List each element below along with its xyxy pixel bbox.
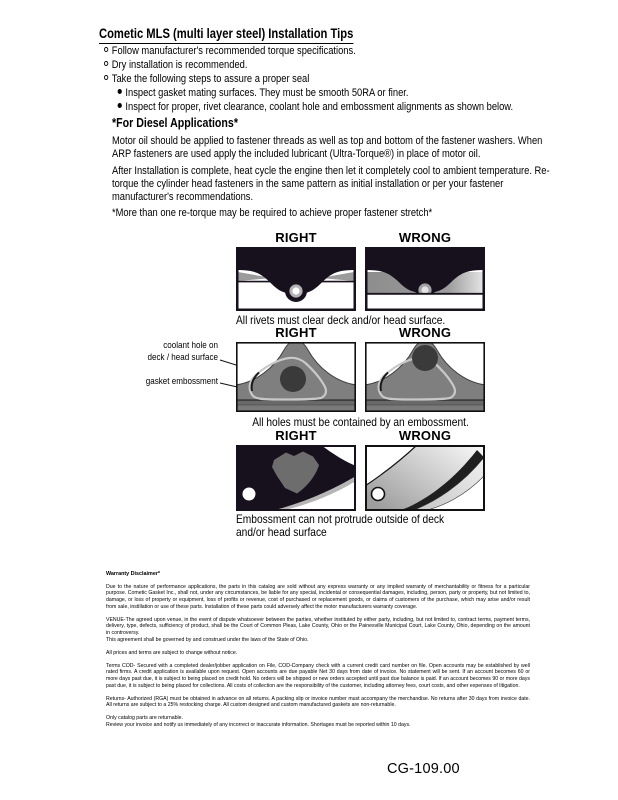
- diesel-paragraph-2: After Installation is complete, heat cycle the engine then let it completely cool to ambient temperature. Re-torque the cylinder head fasteners in the same pattern as initial installation or per your fastener manufacturer's recommendations.: [112, 164, 550, 203]
- diesel-heading: *For Diesel Applications*: [112, 116, 238, 130]
- coolant-wrong-diagram: [365, 342, 485, 412]
- row3-caption: Embossment can not protrude outside of deck and/or head surface: [236, 512, 445, 539]
- tip-item: [104, 58, 563, 72]
- diesel-paragraph-3: *More than one re-torque may be required to achieve proper fastener stretch*: [112, 207, 433, 219]
- rivet-right-diagram: [236, 247, 356, 311]
- terms-paragraph: Terms COD- Secured with a completed dealer/jobber application on File, COD-Company check with a current credit card number on file. Open accounts may be established by well rated firms. A credit application is available upon request. Open accounts are due payable Net 30 days from date of invoice. No statement will be sent. If an account becomes 60 or more days past due, it is subject to being placed on credit hold. No orders will be shipped or new orders accepted until past due balance is paid. If an account becomes 90 or more days past due, it is subject to being placed for collections. All costs of collection are the responsibility of the customer, including attorney fees, court costs, and other expenses of litigation.: [106, 662, 530, 689]
- rivet-wrong-diagram: [365, 247, 485, 311]
- filled-bullet-icon: [118, 89, 122, 94]
- row1-wrong-label: WRONG: [398, 230, 452, 245]
- warranty-title: Warranty Disclaimer*: [106, 571, 161, 577]
- tip-subitem: [104, 86, 563, 100]
- row2-right-label: RIGHT: [275, 325, 317, 340]
- page-number: CG-109.00: [387, 761, 460, 777]
- warranty-paragraph: Due to the nature of performance applications, the parts in this catalog are sold without any express warranty or any implied warranty of merchantability or fitness for a particular purpose. Cometic Gasket Inc., shall not, under any circumstances, be liable for any special, incidental or consequential damages, including, person, party or property, but not limited to, damage, or loss of property or equipment, loss of profits or revenue, cost of purchased or replacement goods, or claims of customers of the purchase, which may arise and/or result from sale, instillation or use of these parts. Installation of these parts could adversely affect the motor manufacturers warranty coverage.: [106, 583, 530, 610]
- filled-bullet-icon: [118, 103, 122, 108]
- venue-paragraph: VENUE-The agreed upon venue, in the event of dispute whatsoever between the parties, whether instituted by either party, including, but not limited to, contract terms, payment terms, delivery, type, defects, sufficiency of product, shall be the Court of Common Pleas, Lake County, Ohio or the Painesville Municipal Court, Lake County, Ohio, depending on the amount in controversy. This agreement shall be governed by and construed under the laws of the State of Ohio.: [106, 616, 530, 643]
- prices-paragraph: All prices and terms are subject to change without notice.: [106, 649, 238, 656]
- tip-item: [104, 72, 563, 86]
- row1-caption: All rivets must clear deck and/or head surface.: [236, 313, 446, 327]
- coolant-right-diagram: [236, 342, 356, 412]
- row3-right-label: RIGHT: [275, 428, 317, 443]
- warranty-section: [106, 571, 530, 735]
- catalog-parts-paragraph: Only catalog parts are returnable. Review your invoice and notify us immediately of any incorrect or inaccurate information. Shortages must be reported within 10 days.: [106, 715, 411, 728]
- tip-item: [104, 44, 563, 58]
- returns-paragraph: Returns- Authorized (RGA) must be obtained in advance on all returns. A packing slip or invoice number must accompany the merchandise. No returns after 30 days from invoice date. All returns are subject to a 25% restocking charge. All custom designed and custom manufactured gaskets are non-returnable.: [106, 695, 530, 709]
- open-bullet-icon: [104, 75, 108, 80]
- page-title: Cometic MLS (multi layer steel) Installation Tips: [99, 25, 353, 44]
- tip-text: Inspect for proper, rivet clearance, coolant hole and embossment alignments as shown below.: [125, 101, 514, 113]
- row3-wrong-label: WRONG: [398, 428, 452, 443]
- diesel-paragraph-1: Motor oil should be applied to fastener threads as well as top and bottom of the fastener washers. When ARP fasteners are used apply the included lubricant (Ultra-Torque®) in place of motor oil.: [112, 135, 543, 160]
- embossment-right-diagram: [236, 445, 356, 511]
- row1-right-label: RIGHT: [275, 230, 317, 245]
- open-bullet-icon: [104, 61, 108, 66]
- gasket-embossment-label: gasket embossment: [145, 376, 218, 387]
- tip-subitem: [104, 100, 563, 114]
- row2-caption: All holes must be contained by an embossment.: [252, 415, 469, 429]
- coolant-hole-label: coolant hole on deck / head surface: [147, 340, 218, 363]
- row2-wrong-label: WRONG: [398, 325, 452, 340]
- tip-text: Inspect gasket mating surfaces. They must be smooth 50RA or finer.: [125, 87, 409, 99]
- tips-list: [104, 44, 563, 114]
- embossment-wrong-diagram: [365, 445, 485, 511]
- tip-text: Follow manufacturer's recommended torque specifications.: [111, 45, 356, 57]
- tip-text: Take the following steps to assure a proper seal: [111, 73, 310, 85]
- tip-text: Dry installation is recommended.: [111, 59, 248, 71]
- open-bullet-icon: [104, 47, 108, 52]
- diesel-section: [112, 116, 557, 224]
